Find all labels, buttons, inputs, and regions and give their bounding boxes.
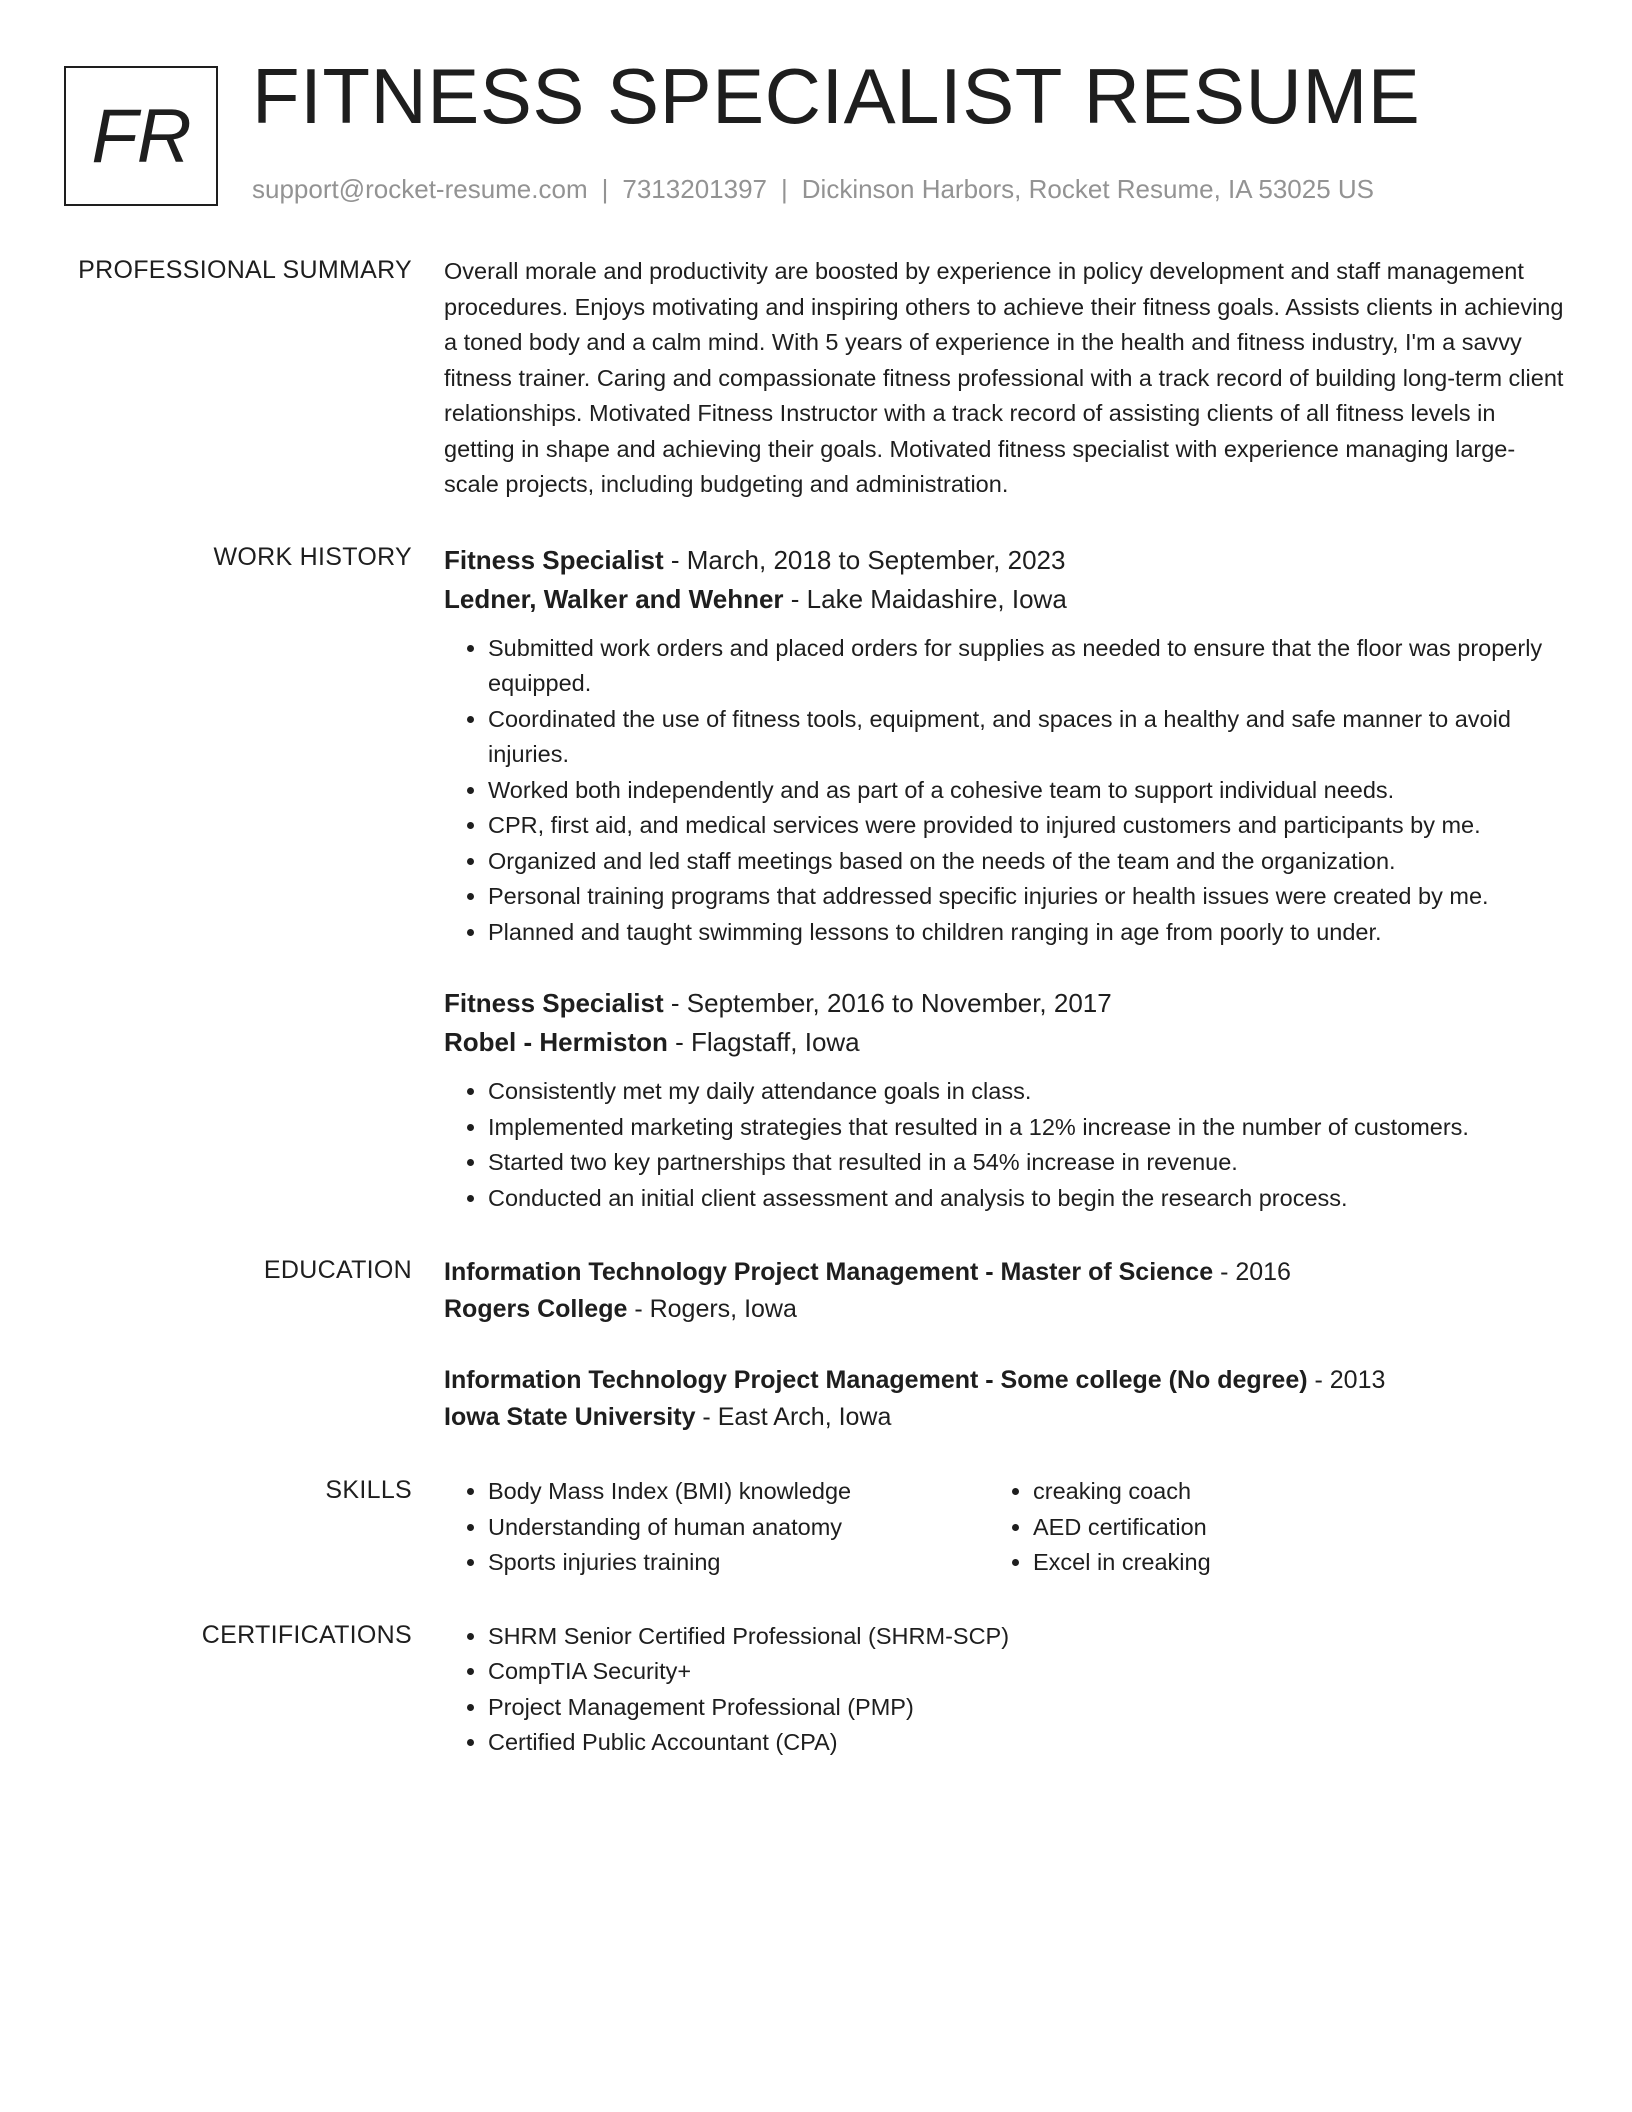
education-year: - 2016	[1213, 1258, 1291, 1286]
certification-item: • Certified Public Accountant (CPA)	[488, 1725, 1564, 1761]
contact-separator: |	[601, 174, 609, 204]
job-company-line	[444, 580, 1564, 619]
education-year: - 2013	[1307, 1366, 1386, 1394]
work-history-body	[444, 541, 1564, 1217]
certification-item: • CompTIA Security+	[488, 1654, 1564, 1690]
job-bullet: • Planned and taught swimming lessons to children ranging in age from poorly to under.	[488, 915, 1564, 951]
job-bullet: • Conducted an initial client assessment and analysis to begin the research process.	[488, 1181, 1564, 1217]
summary-body	[444, 254, 1564, 503]
job-bullet: • Implemented marketing strategies that resulted in a 12% increase in the number of customers.	[488, 1110, 1564, 1146]
job-title: Fitness Specialist	[444, 988, 664, 1018]
section-label-skills: SKILLS	[325, 1476, 412, 1504]
skill-item: • Body Mass Index (BMI) knowledge	[488, 1474, 989, 1510]
job-company-line	[444, 1023, 1564, 1062]
education-location: - East Arch, Iowa	[695, 1403, 892, 1431]
section-label-certifications: CERTIFICATIONS	[201, 1620, 412, 1649]
education-location: - Rogers, Iowa	[627, 1295, 797, 1323]
work-history-section	[64, 541, 1568, 1217]
job-bullet: • Started two key partnerships that resulted in a 54% increase in revenue.	[488, 1145, 1564, 1181]
contact-separator: |	[781, 174, 788, 204]
monogram-logo: FR	[64, 66, 218, 206]
certifications-body	[444, 1619, 1564, 1761]
certification-item: • SHRM Senior Certified Professional (SHRM-SCP)	[488, 1619, 1564, 1655]
education-school: Iowa State University	[444, 1403, 696, 1431]
job-company: Robel - Hermiston	[444, 1027, 668, 1057]
education-school-line	[444, 1291, 1564, 1328]
summary-text: Overall morale and productivity are boosted by experience in policy development and staff management procedures. Enjoys motivating and inspiring others to achieve their fitness goals. Assists clients in achieving a toned body and a calm mind. With 5 years of experience in the health and fitness industry, I'm a savvy fitness trainer. Caring and compassionate fitness professional with a track record of building long-term client relationships. Motivated Fitness Instructor with a track record of assisting clients of all fitness levels in getting in shape and achieving their goals. Motivated fitness specialist with experience managing large-scale projects, including budgeting and administration.	[444, 258, 1564, 497]
section-label-education: EDUCATION	[263, 1256, 412, 1284]
contact-email: support@rocket-resume.com	[252, 174, 588, 204]
job-company: Ledner, Walker and Wehner	[444, 583, 784, 614]
education-degree-line	[444, 1254, 1564, 1291]
skills-column-1	[444, 1474, 989, 1581]
education-degree: Information Technology Project Management - Some college (No degree)	[444, 1366, 1308, 1394]
skills-section	[64, 1474, 1568, 1581]
education-body	[444, 1254, 1564, 1436]
skill-item: • Understanding of human anatomy	[488, 1510, 989, 1546]
skill-item: • AED certification	[1033, 1510, 1534, 1546]
summary-section	[64, 254, 1568, 503]
resume-title: FITNESS SPECIALIST RESUME	[252, 52, 1421, 140]
job-entry	[444, 541, 1564, 951]
job-bullet: • Organized and led staff meetings based on the needs of the team and the organization.	[488, 844, 1564, 880]
section-label-summary: PROFESSIONAL SUMMARY	[78, 256, 412, 284]
contact-phone: 7313201397	[622, 174, 767, 204]
section-label-work: WORK HISTORY	[213, 542, 412, 571]
job-bullet: • Consistently met my daily attendance goals in class.	[488, 1074, 1564, 1110]
job-bullet: • Personal training programs that addressed specific injuries or health issues were created by me.	[488, 879, 1564, 915]
job-title-line	[444, 984, 1564, 1023]
education-degree: Information Technology Project Management - Master of Science	[444, 1258, 1214, 1286]
certifications-section	[64, 1619, 1568, 1761]
education-degree-line	[444, 1362, 1564, 1399]
job-bullet: • Worked both independently and as part of a cohesive team to support individual needs.	[488, 773, 1564, 809]
contact-line	[252, 174, 1374, 205]
skill-item: • Excel in creaking	[1033, 1545, 1534, 1581]
job-bullets	[444, 1074, 1564, 1216]
skills-grid	[444, 1474, 1564, 1581]
skill-item: • creaking coach	[1033, 1474, 1534, 1510]
skills-body	[444, 1474, 1564, 1581]
job-bullet: • Submitted work orders and placed orders for supplies as needed to ensure that the floor was properly equipped.	[488, 631, 1564, 702]
job-entry	[444, 984, 1564, 1216]
job-dates: - March, 2018 to September, 2023	[663, 544, 1066, 575]
job-dates: - September, 2016 to November, 2017	[663, 988, 1112, 1018]
job-location: - Lake Maidashire, Iowa	[783, 583, 1067, 614]
job-bullet: • CPR, first aid, and medical services were provided to injured customers and participants by me.	[488, 808, 1564, 844]
certification-item: • Project Management Professional (PMP)	[488, 1690, 1564, 1726]
skill-item: • Sports injuries training	[488, 1545, 989, 1581]
contact-address: Dickinson Harbors, Rocket Resume, IA 53025 US	[801, 174, 1375, 204]
education-section	[64, 1254, 1568, 1436]
job-title-line	[444, 541, 1564, 580]
job-bullets	[444, 631, 1564, 951]
job-title: Fitness Specialist	[444, 544, 664, 575]
education-entry	[444, 1254, 1564, 1328]
education-school-line	[444, 1399, 1564, 1436]
job-bullet: • Coordinated the use of fitness tools, equipment, and spaces in a healthy and safe manner to avoid injuries.	[488, 702, 1564, 773]
education-school: Rogers College	[444, 1295, 628, 1323]
resume-header	[64, 0, 1568, 210]
certifications-list	[444, 1619, 1564, 1761]
skills-column-2	[989, 1474, 1534, 1581]
job-location: - Flagstaff, Iowa	[667, 1027, 860, 1057]
education-entry	[444, 1362, 1564, 1436]
